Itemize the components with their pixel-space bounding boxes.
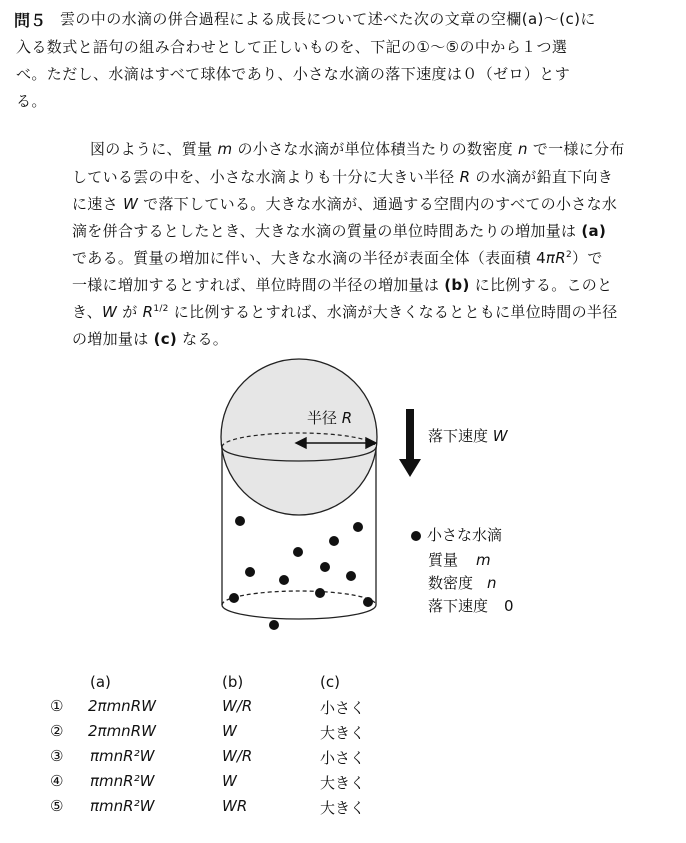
passage-line-3: に速さ W で落下している。大きな水滴が、通過する空間内のすべての小さな水	[72, 195, 618, 213]
choice-number[interactable]: ②	[50, 722, 64, 740]
droplet-diagram	[200, 355, 440, 645]
small-droplet	[329, 536, 339, 546]
legend-speed: 落下速度 0	[428, 597, 514, 615]
passage-line-5: である。質量の増加に伴い、大きな水滴の半径が表面全体（表面積 $4\pi R^2$）で	[72, 249, 603, 267]
legend-small-droplet: 小さな水滴	[411, 524, 502, 545]
question-line-2: 入る数式と語句の組み合わせとして正しいものを、下記の①～⑤の中から１つ選	[16, 38, 568, 56]
legend-mass: 質量 m	[428, 551, 491, 569]
choice-number[interactable]: ⑤	[50, 797, 64, 815]
header-a: (a)	[90, 673, 111, 691]
header-c: (c)	[320, 673, 340, 691]
legend-dot-icon	[411, 531, 421, 541]
small-droplets	[229, 516, 373, 630]
passage-line-2: している雲の中を、小さな水滴よりも十分に大きい半径 R の水滴が鉛直下向き	[72, 168, 614, 186]
header-b: (b)	[222, 673, 244, 691]
small-droplet	[229, 593, 239, 603]
choice-b: WR	[222, 797, 248, 815]
small-droplet	[320, 562, 330, 572]
choice-c: 小さく	[320, 749, 366, 767]
small-droplet	[353, 522, 363, 532]
fall-speed-label: 落下速度 W	[428, 427, 508, 445]
legend-density: 数密度 n	[428, 574, 497, 592]
choice-number[interactable]: ④	[50, 772, 64, 790]
choice-a: 2πmnRW	[88, 722, 156, 740]
radius-label: 半径 R	[307, 409, 353, 427]
small-droplet	[293, 547, 303, 557]
passage-line-4: 滴を併合するとしたとき、大きな水滴の質量の単位時間あたりの増加量は (a)	[72, 222, 607, 240]
passage-line-6: 一様に増加するとすれば、単位時間の半径の増加量は (b) に比例する。このと	[72, 276, 613, 294]
choice-c: 小さく	[320, 699, 366, 717]
small-droplet	[269, 620, 279, 630]
choice-number[interactable]: ③	[50, 747, 64, 765]
passage-line-1: 図のように、質量 m の小さな水滴が単位体積当たりの数密度 n で一様に分布	[90, 140, 625, 158]
question-line-4: る。	[16, 92, 47, 110]
passage-line-7: き、W が $R^{1/2}$ に比例するとすれば、水滴が大きくなるとともに単位時間の半径	[72, 303, 618, 321]
small-droplet	[279, 575, 289, 585]
question-number: 問５	[14, 11, 47, 30]
small-droplet	[346, 571, 356, 581]
choice-a: 2πmnRW	[88, 697, 156, 715]
choice-b: W/R	[222, 697, 253, 715]
choice-c: 大きく	[320, 724, 366, 742]
choice-b: W	[222, 772, 237, 790]
choice-b: W	[222, 722, 237, 740]
choice-a: πmnR²W	[90, 772, 155, 790]
choice-c: 大きく	[320, 799, 366, 817]
question-line-3: べ。ただし、水滴はすべて球体であり、小さな水滴の落下速度は０（ゼロ）とす	[16, 65, 571, 83]
choice-a: πmnR²W	[90, 747, 155, 765]
fall-arrow	[399, 409, 421, 477]
passage-line-8: の増加量は (c) なる。	[72, 330, 229, 348]
choice-a: πmnR²W	[90, 797, 155, 815]
choice-c: 大きく	[320, 774, 366, 792]
question-line-1: 雲の中の水滴の併合過程による成長について述べた次の文章の空欄(a)～(c)に	[60, 10, 596, 28]
small-droplet	[235, 516, 245, 526]
small-droplet	[363, 597, 373, 607]
choice-b: W/R	[222, 747, 253, 765]
choice-number[interactable]: ①	[50, 697, 64, 715]
large-droplet	[221, 359, 377, 515]
small-droplet	[315, 588, 325, 598]
small-droplet	[245, 567, 255, 577]
